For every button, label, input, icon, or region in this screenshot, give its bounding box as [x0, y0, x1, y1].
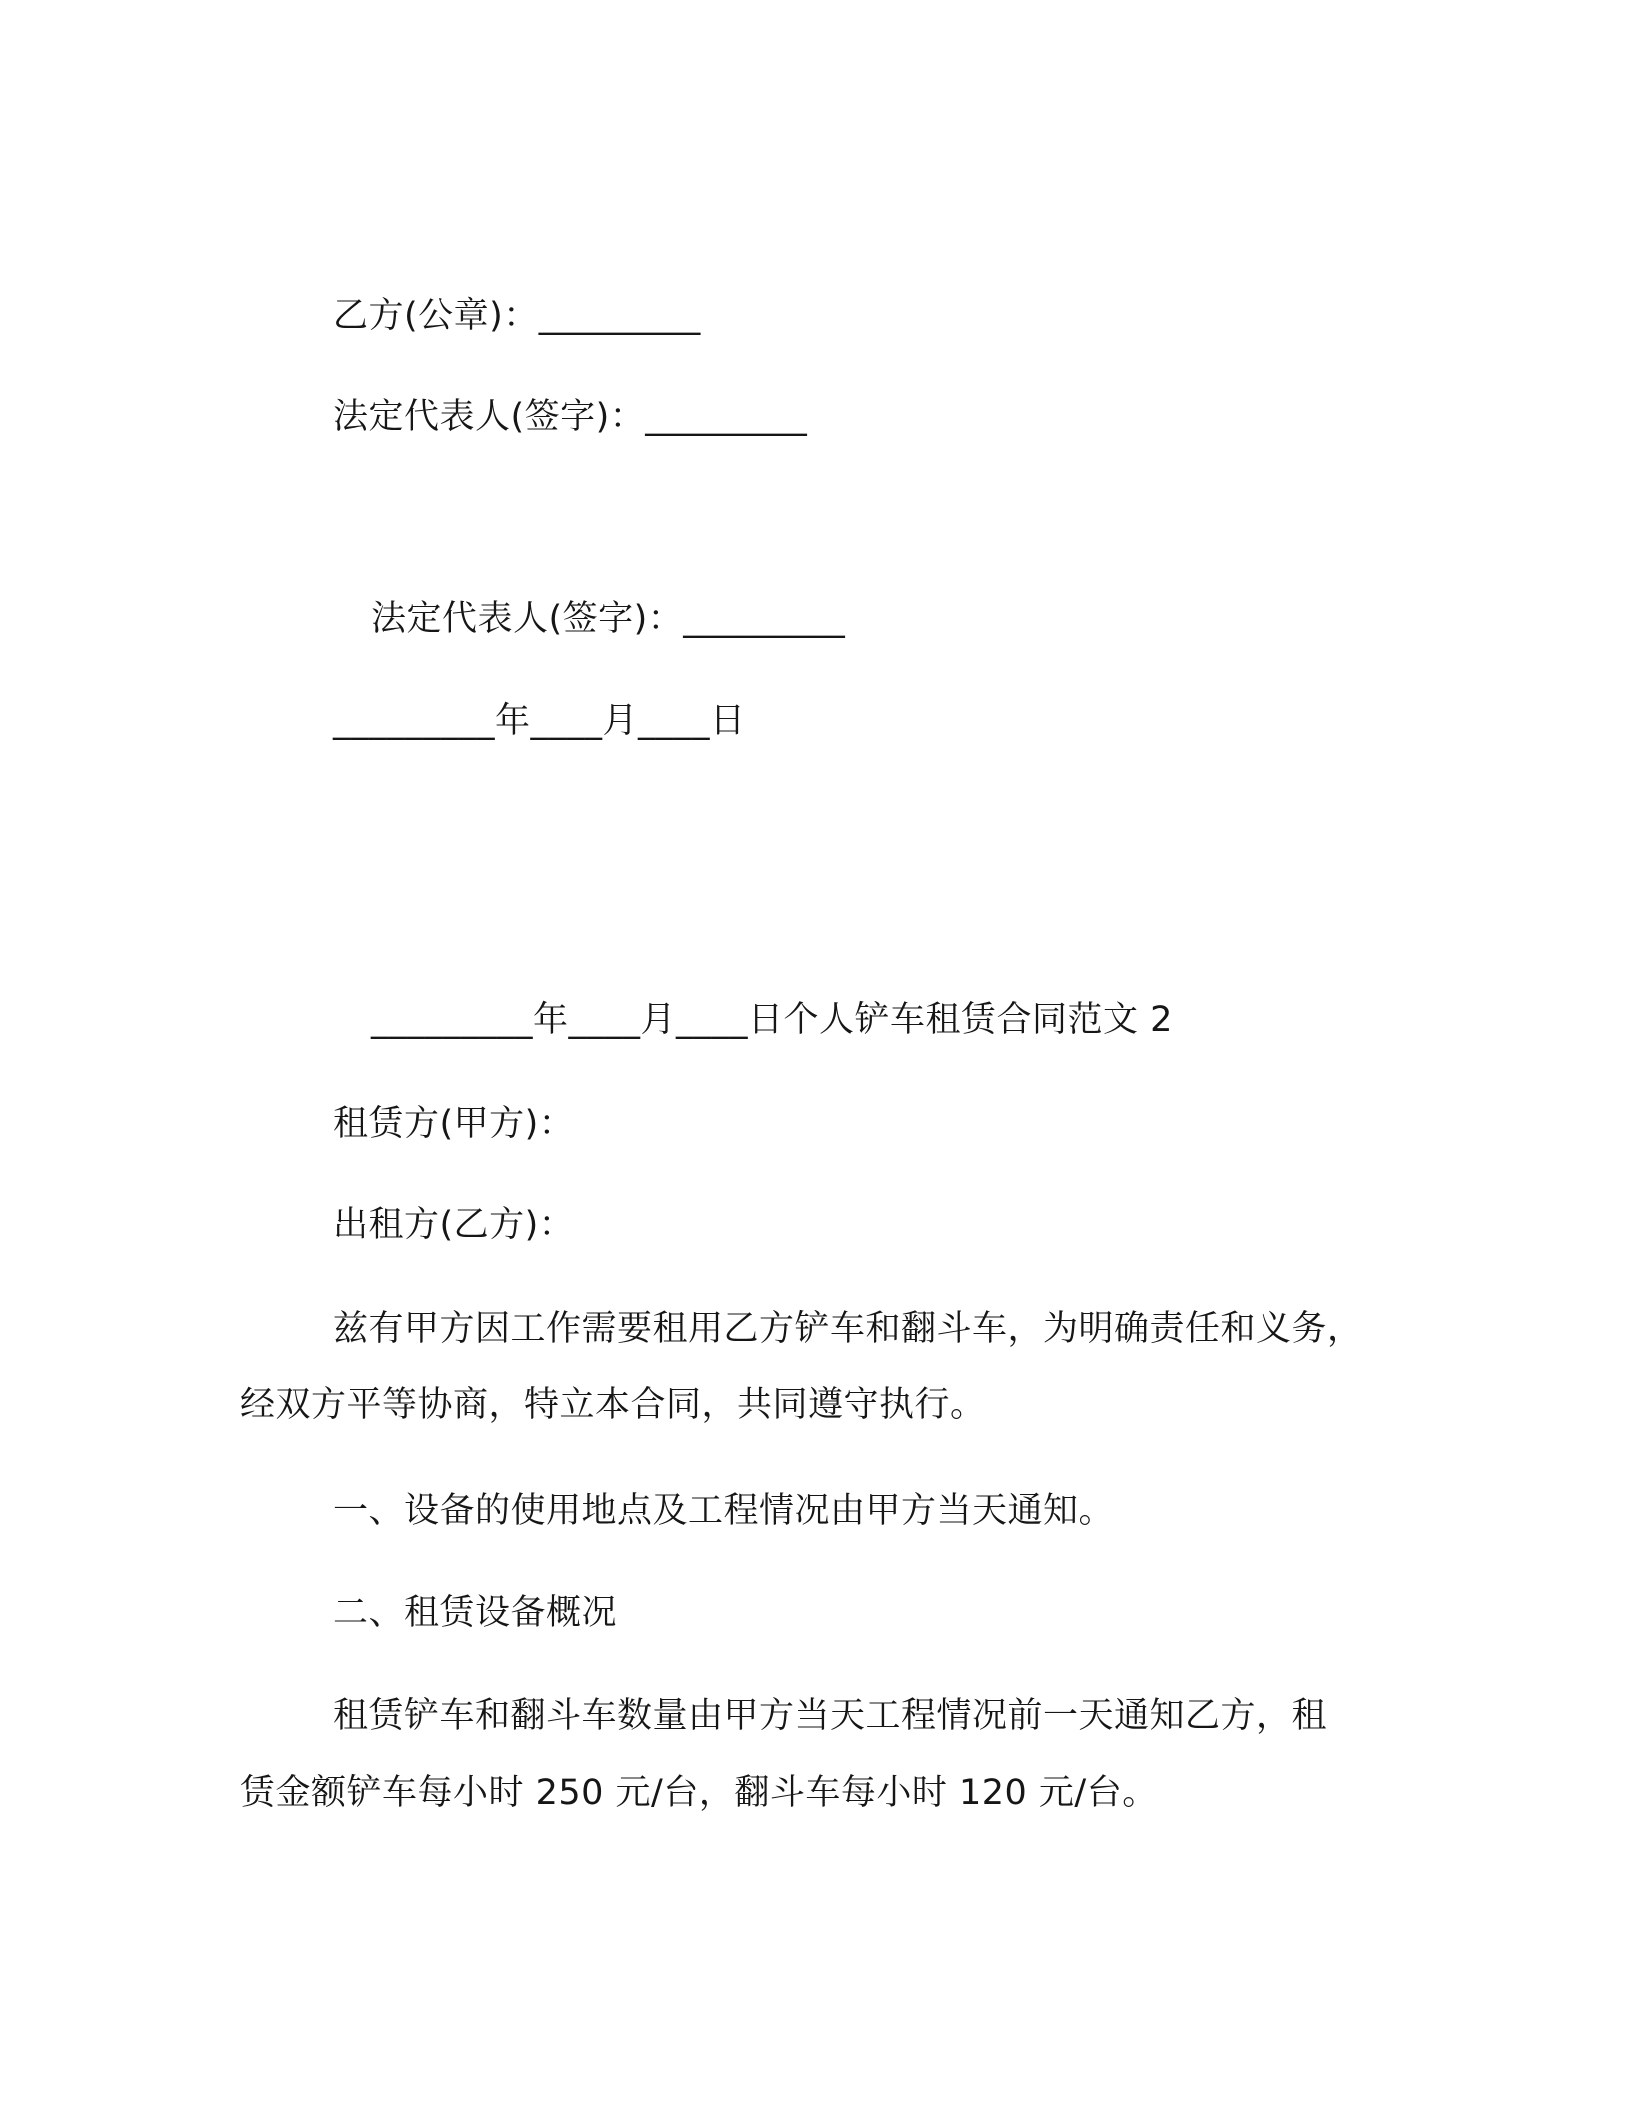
lessor-party-line: 出租方(乙方)： — [333, 1205, 575, 1245]
contract-title: _________年____月____日个人铲车租赁合同范文 2 — [371, 1000, 1173, 1040]
clause-1: 一、设备的使用地点及工程情况由甲方当天通知。 — [333, 1491, 1115, 1531]
paragraph-line: 经双方平等协商，特立本合同，共同遵守执行。 — [240, 1385, 986, 1425]
paragraph-line: 兹有甲方因工作需要租用乙方铲车和翻斗车，为明确责任和义务， — [333, 1309, 1363, 1349]
legal-representative-signature-line: 法定代表人(签字)：_________ — [333, 397, 808, 437]
party-b-seal-line: 乙方(公章)：_________ — [333, 296, 701, 336]
lessee-party-line: 租赁方(甲方)： — [333, 1104, 575, 1144]
paragraph-line: 租赁铲车和翻斗车数量由甲方当天工程情况前一天通知乙方，租 — [333, 1696, 1328, 1736]
signature-date-line: _________年____月____日 — [333, 701, 746, 741]
clause-2-heading: 二、租赁设备概况 — [333, 1593, 618, 1633]
paragraph-line: 赁金额铲车每小时 250 元/台，翻斗车每小时 120 元/台。 — [240, 1773, 1158, 1813]
legal-representative-signature-line-2: 法定代表人(签字)：_________ — [371, 599, 846, 639]
